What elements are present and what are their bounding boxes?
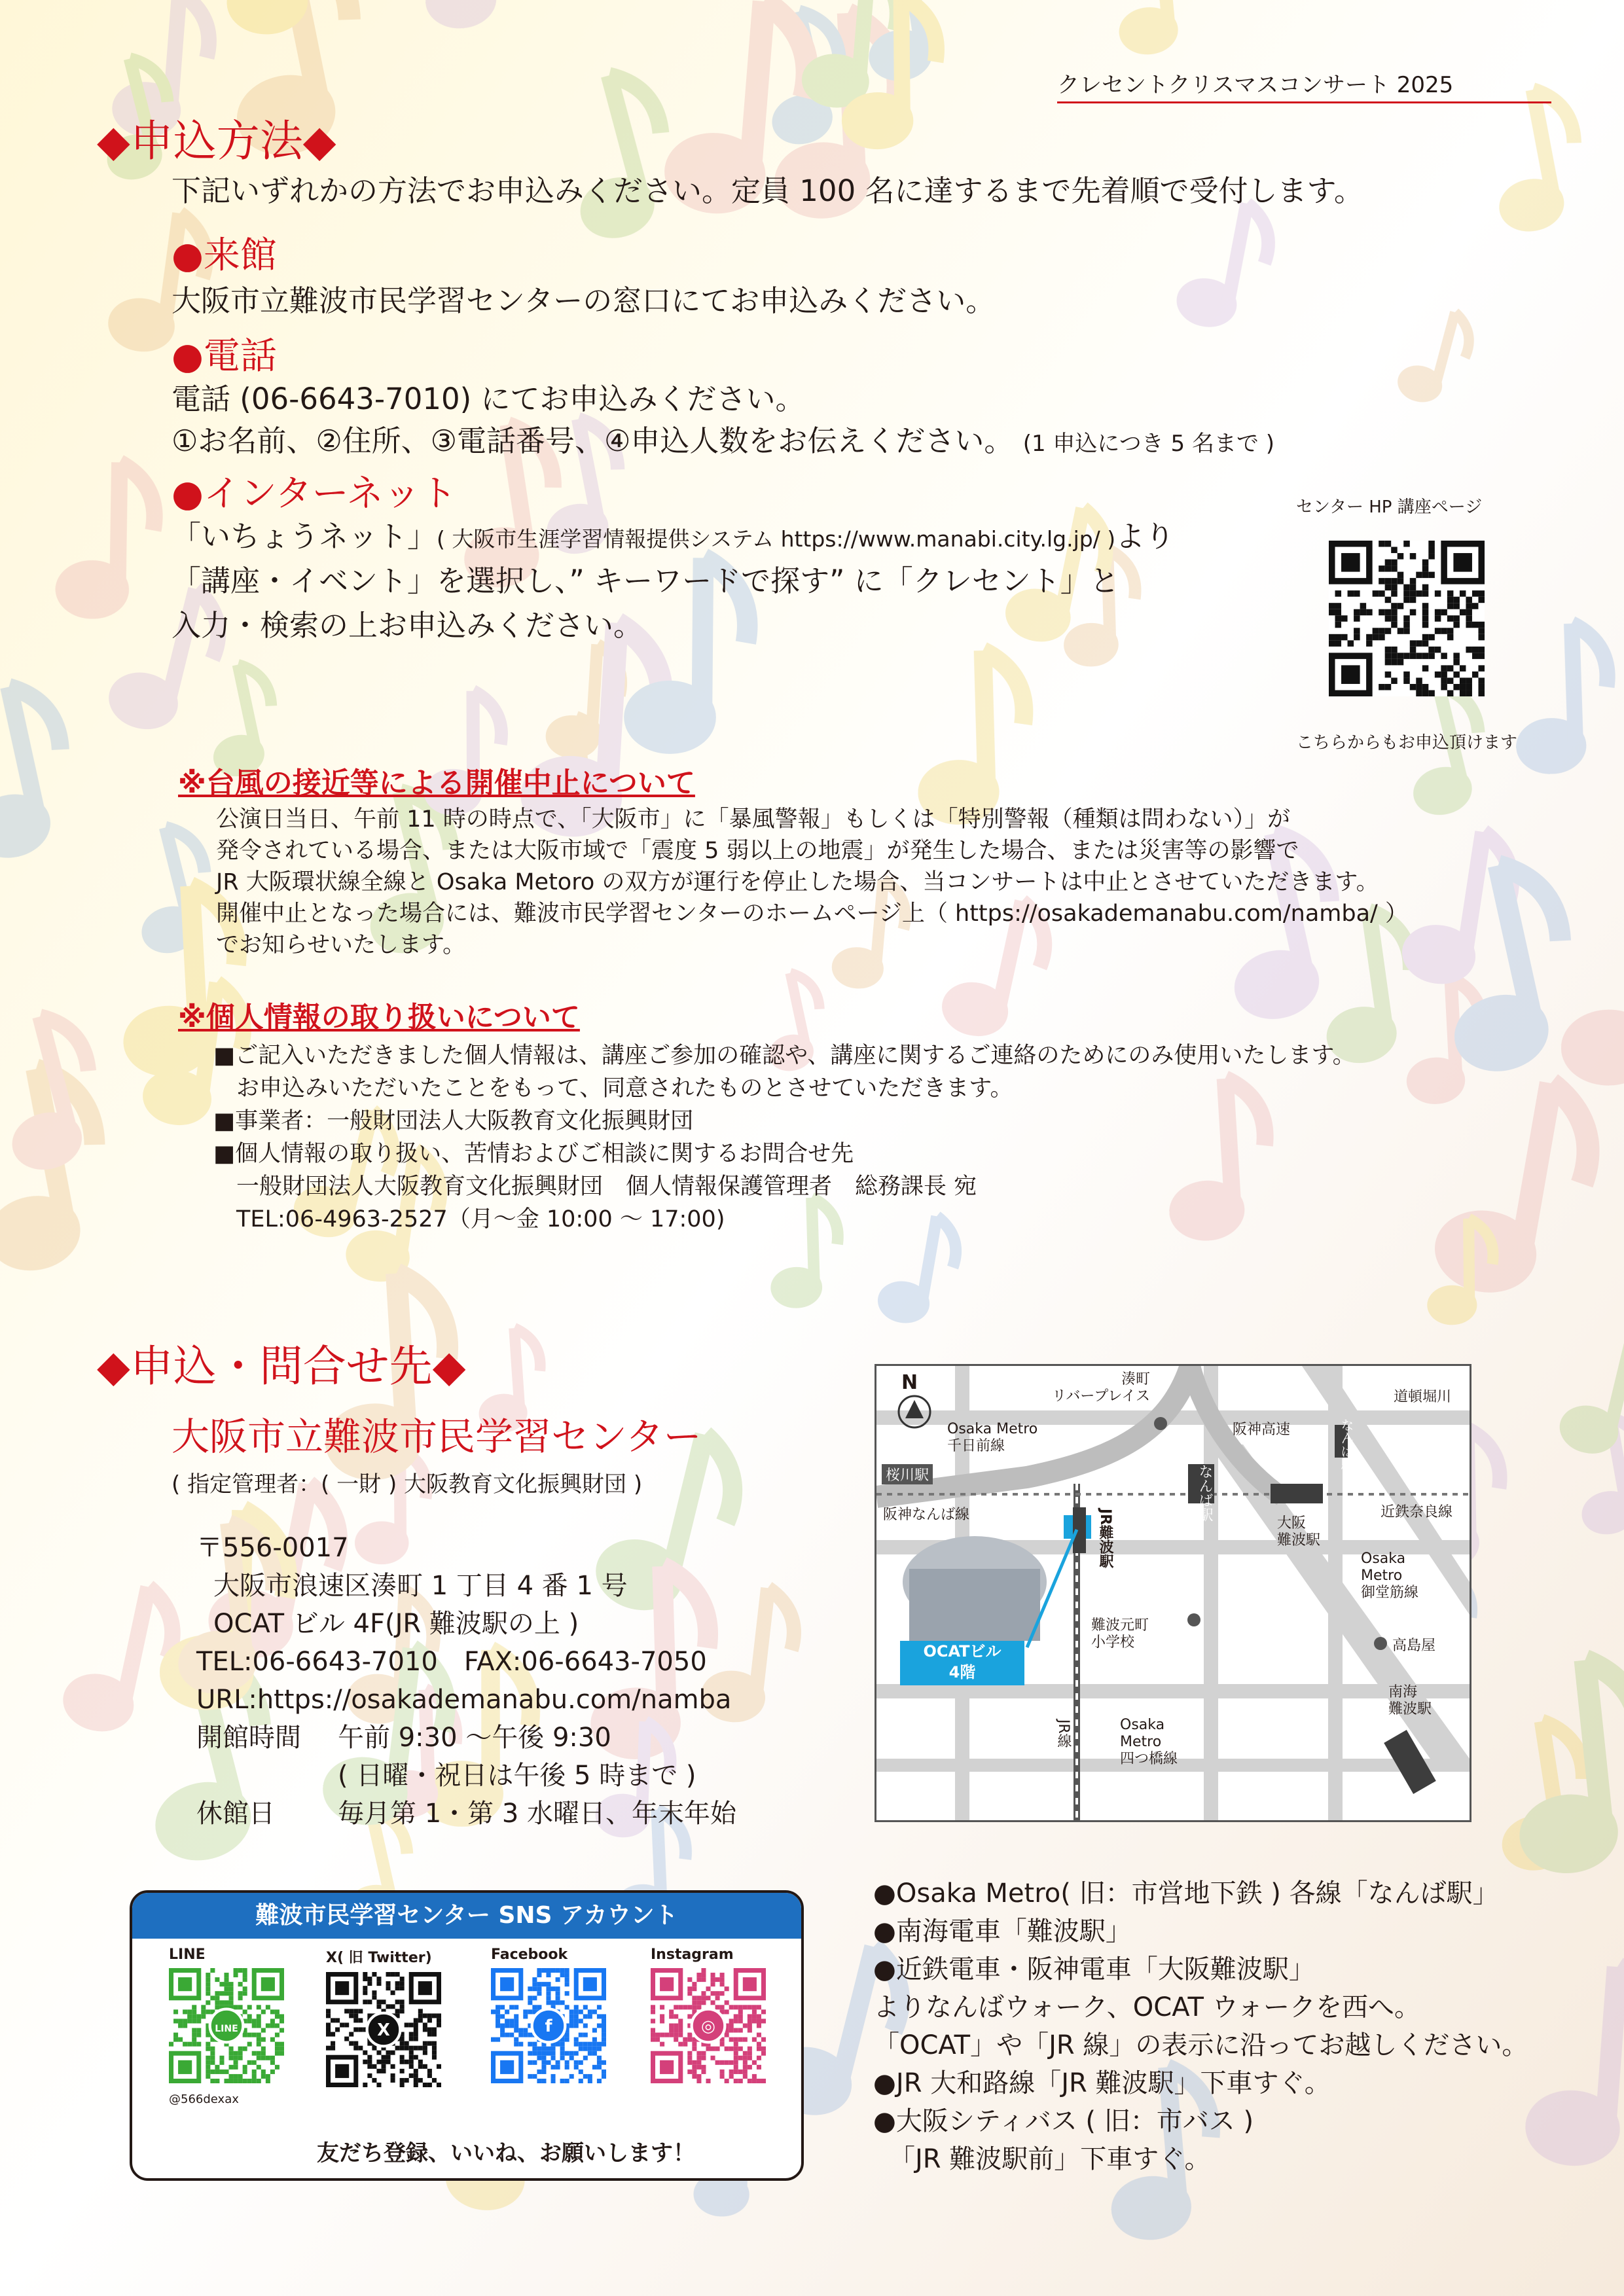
typhoon-text [216,804,1408,961]
hours-note: ( 日曜・祝日は午後 5 時まで ) [338,1761,696,1791]
map-label-hanshin-namba: 阪神なんば線 [883,1507,970,1523]
visit-text: 大阪市立難波市民学習センターの窓口にてお申込みください。 [171,283,996,318]
apply-heading: ◆申込方法◆ [97,116,336,166]
x-qr-code [326,1972,441,2087]
access-line: ●JR 大和路線「JR 難波駅」下車すぐ。 [873,2068,1331,2098]
qr-caption-bottom: こちらからもお申込頂けます [1296,733,1518,753]
map-north-label: N [901,1371,918,1394]
contact-details [196,1529,736,1833]
privacy-line: 一般財団法人大阪教育文化振興財団 個人情報保護管理者 総務課長 宛 [213,1174,977,1200]
map-label-nankai-namba: 南海 難波駅 [1388,1684,1432,1717]
hours-value: 午前 9:30 ～午後 9:30 [338,1723,611,1753]
header-title: クレセントクリスマスコンサート 2025 [1057,72,1454,98]
sns-handle-line: @566dexax [169,2092,239,2106]
phone-line2-note: (1 申込につき 5 名まで ) [1022,431,1275,457]
access-directions [873,1874,1528,2178]
qr-code-graphic [1329,541,1485,696]
access-line: 「JR 難波駅前」下車すぐ。 [889,2144,1211,2174]
privacy-line: TEL:06-4963-2527（月～金 10:00 ～ 17:00) [213,1206,725,1232]
access-line: ●大阪シティバス ( 旧：市バス ) [873,2106,1254,2136]
access-line: ●南海電車「難波駅」 [873,1916,1132,1946]
typhoon-line: 開催中止となった場合には、難波市民学習センターのホームページ上（ https://osakademanabu.com/namba/ ） [216,901,1408,927]
internet-heading: ●インターネット [171,473,457,515]
svg-text:f: f [545,2016,552,2036]
map-label-metro-yotsubashi: Osaka Metro 四つ橋線 [1120,1717,1178,1767]
sns-accounts [132,1939,801,2135]
closed-label: 休館日 [196,1799,275,1829]
privacy-line: お申込みいただいたことをもって、同意されたものとさせていただきます。 [213,1075,1013,1102]
instagram-qr-code [651,1968,766,2083]
internet-line3: 入力・検索の上お申込みください。 [171,608,643,643]
map-label-jr-namba: JR難波駅 [1097,1509,1113,1569]
typhoon-line: でお知らせいたします。 [216,932,466,958]
access-line: ●近鉄電車・阪神電車「大阪難波駅」 [873,1954,1315,1984]
hours-row [196,1719,736,1757]
svg-text:LINE: LINE [215,2024,238,2035]
sns-title: 難波市民学習センター SNS アカウント [132,1893,801,1939]
map-label-takashimaya: 高島屋 [1392,1638,1436,1654]
apply-intro: 下記いずれかの方法でお申込みください。定員 100 名に達するまで先着順で受付します。 [171,173,1363,208]
access-map [875,1364,1471,1822]
map-label-dotonbori: 道頓堀川 [1394,1389,1452,1405]
center-manager: ( 指定管理者：( 一財 ) 大阪教育文化振興財団 ) [171,1471,643,1498]
qr-caption-top: センター HP 講座ページ [1296,497,1483,517]
ichou-net-label: 「いちょうネット」 [171,519,437,554]
visit-heading: ●来館 [171,234,277,277]
privacy-text [213,1039,1356,1236]
facebook-qr-code [491,1968,606,2083]
sns-name-facebook: Facebook [491,1946,568,1963]
typhoon-line: 発令されている場合、または大阪市域で「震度 5 弱以上の地震」が発生した場合、または災害等の影響で [216,838,1299,864]
svg-text:◎: ◎ [700,2016,716,2036]
sns-footer: 友だち登録、いいね、お願いします！ [317,2140,695,2166]
center-name: 大阪市立難波市民学習センター [171,1414,702,1459]
privacy-heading: ※個人情報の取り扱いについて [178,1001,580,1034]
map-label-hanshin-expressway: 阪神高速 [1233,1422,1291,1438]
closed-row [196,1795,736,1833]
svg-text:X: X [377,2020,390,2040]
tel-fax: TEL:06-6643-7010 FAX:06-6643-7050 [196,1647,707,1677]
sns-account-instagram[interactable] [651,1946,775,2086]
internet-line1 [171,517,1174,559]
privacy-line: ■ご記入いただきました個人情報は、講座ご参加の確認や、講座に関するご連絡のためにのみ使用いたします。 [213,1043,1356,1069]
access-line: よりなんばウォーク、OCAT ウォークを西へ。 [873,1992,1421,2022]
map-label-osaka-namba: 大阪 難波駅 [1277,1515,1321,1549]
hours-label: 開館時間 [196,1723,301,1753]
map-label-namba-station: なんば駅 [1197,1464,1213,1522]
address-line1: 大阪市浪速区湊町 1 丁目 4 番 1 号 [213,1571,628,1601]
document-header [1057,67,1551,103]
map-label-metro-midosuji: Osaka Metro 御堂筋線 [1361,1551,1419,1601]
typhoon-line: JR 大阪環状線全線と Osaka Metoro の双方が運行を停止した場合、当コンサートは中止とさせていただきます。 [216,869,1379,895]
header-underline [1057,101,1551,103]
access-line: ●Osaka Metro( 旧：市営地下鉄 ) 各線「なんば駅」 [873,1878,1499,1909]
map-label-sakuragawa: 桜川駅 [882,1464,933,1484]
map-label-ocat: OCATビル 4階 [900,1641,1024,1685]
website-url[interactable]: URL:https://osakademanabu.com/namba [196,1685,732,1715]
sns-account-x[interactable] [326,1946,457,2090]
address-line2: OCAT ビル 4F(JR 難波駅の上 ) [213,1609,579,1639]
sns-name-line: LINE [169,1946,206,1963]
phone-line2 [171,422,1274,463]
typhoon-line: 公演日当日、午前 11 時の時点で、「大阪市」に「暴風警報」もしくは「特別警報（種類は問わない）」が [216,806,1291,833]
access-line: 「OCAT」や「JR 線」の表示に沿ってお越しください。 [873,2030,1528,2060]
phone-line2-text: ①お名前、②住所、③電話番号、④申込人数をお伝えください。 [171,423,1014,458]
sns-account-facebook[interactable] [491,1946,615,2086]
sns-name-x: X( 旧 Twitter) [326,1950,432,1966]
map-label-metro-sennichimae: Osaka Metro 千日前線 [947,1421,1038,1454]
phone-line1: 電話 (06-6643-7010) にてお申込みください。 [171,382,805,416]
typhoon-heading: ※台風の接近等による開催中止について [178,766,695,800]
map-label-kintetsu-nara: 近鉄奈良線 [1380,1504,1453,1520]
phone-heading: ●電話 [171,335,277,378]
center-hp-qr-code[interactable] [1329,541,1485,696]
privacy-line: ■個人情報の取り扱い、苦情およびご相談に関するお問合せ先 [213,1141,854,1167]
ichou-net-note: ( 大阪市生涯学習情報提供システム https://www.manabi.city.lg.jp/ ) [437,526,1116,552]
sns-name-instagram: Instagram [651,1946,734,1963]
closed-value: 毎月第 1・第 3 水曜日、年末年始 [338,1799,737,1829]
contact-heading: ◆申込・問合せ先◆ [97,1341,466,1391]
postal-code: 〒556-0017 [196,1533,349,1563]
line-qr-code [169,1968,284,2083]
sns-account-line[interactable] [169,1946,293,2106]
map-label-namba-motomachi: 難波元町 小学校 [1091,1617,1149,1651]
sns-box [130,1890,804,2181]
internet-line2: 「講座・イベント」を選択し、” キーワードで探す” に「クレセント」と [171,564,1119,598]
privacy-line: ■事業者：一般財団法人大阪教育文化振興財団 [213,1108,694,1134]
internet-line1-suffix: より [1115,519,1175,554]
map-label-jr-line: JR線 [1055,1719,1072,1748]
map-label-minatomachi: 湊町 リバープレイス [1052,1371,1151,1405]
map-label-namba-station-2: なんば駅 [1339,1418,1354,1471]
